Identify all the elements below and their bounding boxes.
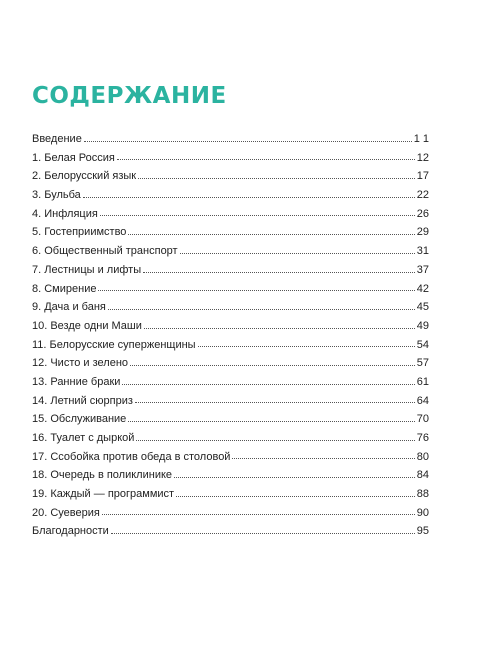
toc-page-number: 84: [416, 469, 429, 482]
toc-entry-title: 19. Каждый — программист: [32, 488, 175, 501]
toc-page-number: 70: [416, 413, 429, 426]
dot-leader: [83, 196, 415, 198]
dot-leader: [198, 345, 415, 347]
toc-page-number: 54: [416, 338, 429, 351]
toc-entry-11: [32, 336, 429, 355]
toc-entry-15: [32, 410, 429, 429]
toc-entry-4: [32, 205, 429, 224]
toc-entry-7: [32, 261, 429, 280]
dot-leader: [84, 140, 412, 142]
toc-page-number: 49: [416, 319, 429, 332]
dot-leader: [136, 439, 414, 441]
toc-page-number: 45: [416, 301, 429, 314]
toc-page-number: 1 1: [413, 133, 429, 145]
toc-entry-title: 7. Лестницы и лифты: [32, 263, 142, 276]
dot-leader: [180, 252, 415, 254]
toc-list: [32, 130, 429, 541]
toc-entry-8: [32, 280, 429, 299]
toc-entry-title: 15. Обслуживание: [32, 413, 127, 426]
toc-entry-18: [32, 466, 429, 485]
toc-entry-1: [32, 149, 429, 168]
toc-entry-9: [32, 298, 429, 317]
toc-entry-19: [32, 485, 429, 504]
toc-entry-title: 18. Очередь в поликлинике: [32, 469, 173, 482]
toc-page-number: 31: [416, 245, 429, 258]
dot-leader: [144, 327, 415, 329]
dot-leader: [117, 158, 415, 160]
dot-leader: [108, 308, 415, 310]
toc-entry-title: Введение: [32, 133, 82, 145]
toc-entry-title: 2. Белорусский язык: [32, 170, 137, 183]
dot-leader: [100, 214, 415, 216]
toc-entry-acknowledgements: [32, 522, 429, 541]
dot-leader: [232, 457, 414, 459]
toc-entry-title: 9. Дача и баня: [32, 301, 106, 314]
toc-page-number: 90: [416, 506, 429, 519]
toc-page-number: 17: [416, 170, 429, 183]
dot-leader: [176, 495, 415, 497]
toc-entry-title: 5. Гостеприимство: [32, 226, 127, 239]
toc-entry-14: [32, 392, 429, 411]
toc-entry-3: [32, 186, 429, 205]
toc-entry-title: 12. Чисто и зелено: [32, 357, 129, 370]
toc-entry-16: [32, 429, 429, 448]
dot-leader: [122, 383, 414, 385]
toc-entry-20: [32, 504, 429, 523]
toc-entry-title: Благодарности: [32, 525, 109, 538]
toc-entry-title: 14. Летний сюрприз: [32, 394, 133, 407]
toc-entry-title: 10. Везде одни Маши: [32, 319, 142, 332]
dot-leader: [128, 233, 414, 235]
toc-page-number: 12: [416, 151, 429, 164]
toc-entry-intro: [32, 130, 429, 149]
toc-entry-title: 4. Инфляция: [32, 207, 98, 220]
toc-entry-2: [32, 167, 429, 186]
toc-entry-10: [32, 317, 429, 336]
dot-leader: [128, 420, 414, 422]
toc-entry-6: [32, 242, 429, 261]
toc-heading: СОДЕРЖАНИЕ: [32, 83, 227, 109]
toc-entry-12: [32, 354, 429, 373]
toc-entry-title: 13. Ранние браки: [32, 375, 121, 388]
toc-page-number: 42: [416, 282, 429, 295]
toc-page-number: 29: [416, 226, 429, 239]
dot-leader: [98, 289, 414, 291]
dot-leader: [174, 476, 415, 478]
toc-entry-title: 11. Белорусские суперженщины: [32, 338, 196, 351]
dot-leader: [111, 532, 415, 534]
toc-page-number: 64: [416, 394, 429, 407]
toc-page-number: 22: [416, 189, 429, 202]
toc-entry-title: 20. Суеверия: [32, 506, 100, 519]
toc-page-number: 88: [416, 488, 429, 501]
toc-entry-title: 8. Смирение: [32, 282, 97, 295]
dot-leader: [143, 271, 415, 273]
toc-page-number: 37: [416, 263, 429, 276]
toc-entry-17: [32, 448, 429, 467]
toc-entry-title: 17. Ссобойка против обеда в столовой: [32, 450, 231, 463]
dot-leader: [138, 177, 415, 179]
toc-page-number: 76: [416, 432, 429, 444]
toc-entry-5: [32, 223, 429, 242]
toc-entry-title: 6. Общественный транспорт: [32, 245, 178, 258]
toc-entry-13: [32, 373, 429, 392]
toc-page-number: 61: [416, 375, 429, 388]
toc-page-number: 80: [416, 450, 429, 463]
dot-leader: [135, 401, 415, 403]
toc-page-number: 57: [416, 357, 429, 370]
toc-entry-title: 3. Бульба: [32, 189, 81, 202]
toc-page-number: 95: [416, 525, 429, 538]
dot-leader: [130, 364, 415, 366]
toc-entry-title: 16. Туалет с дыркой: [32, 432, 135, 444]
toc-page-number: 26: [416, 207, 429, 220]
dot-leader: [102, 513, 415, 515]
toc-entry-title: 1. Белая Россия: [32, 151, 115, 164]
